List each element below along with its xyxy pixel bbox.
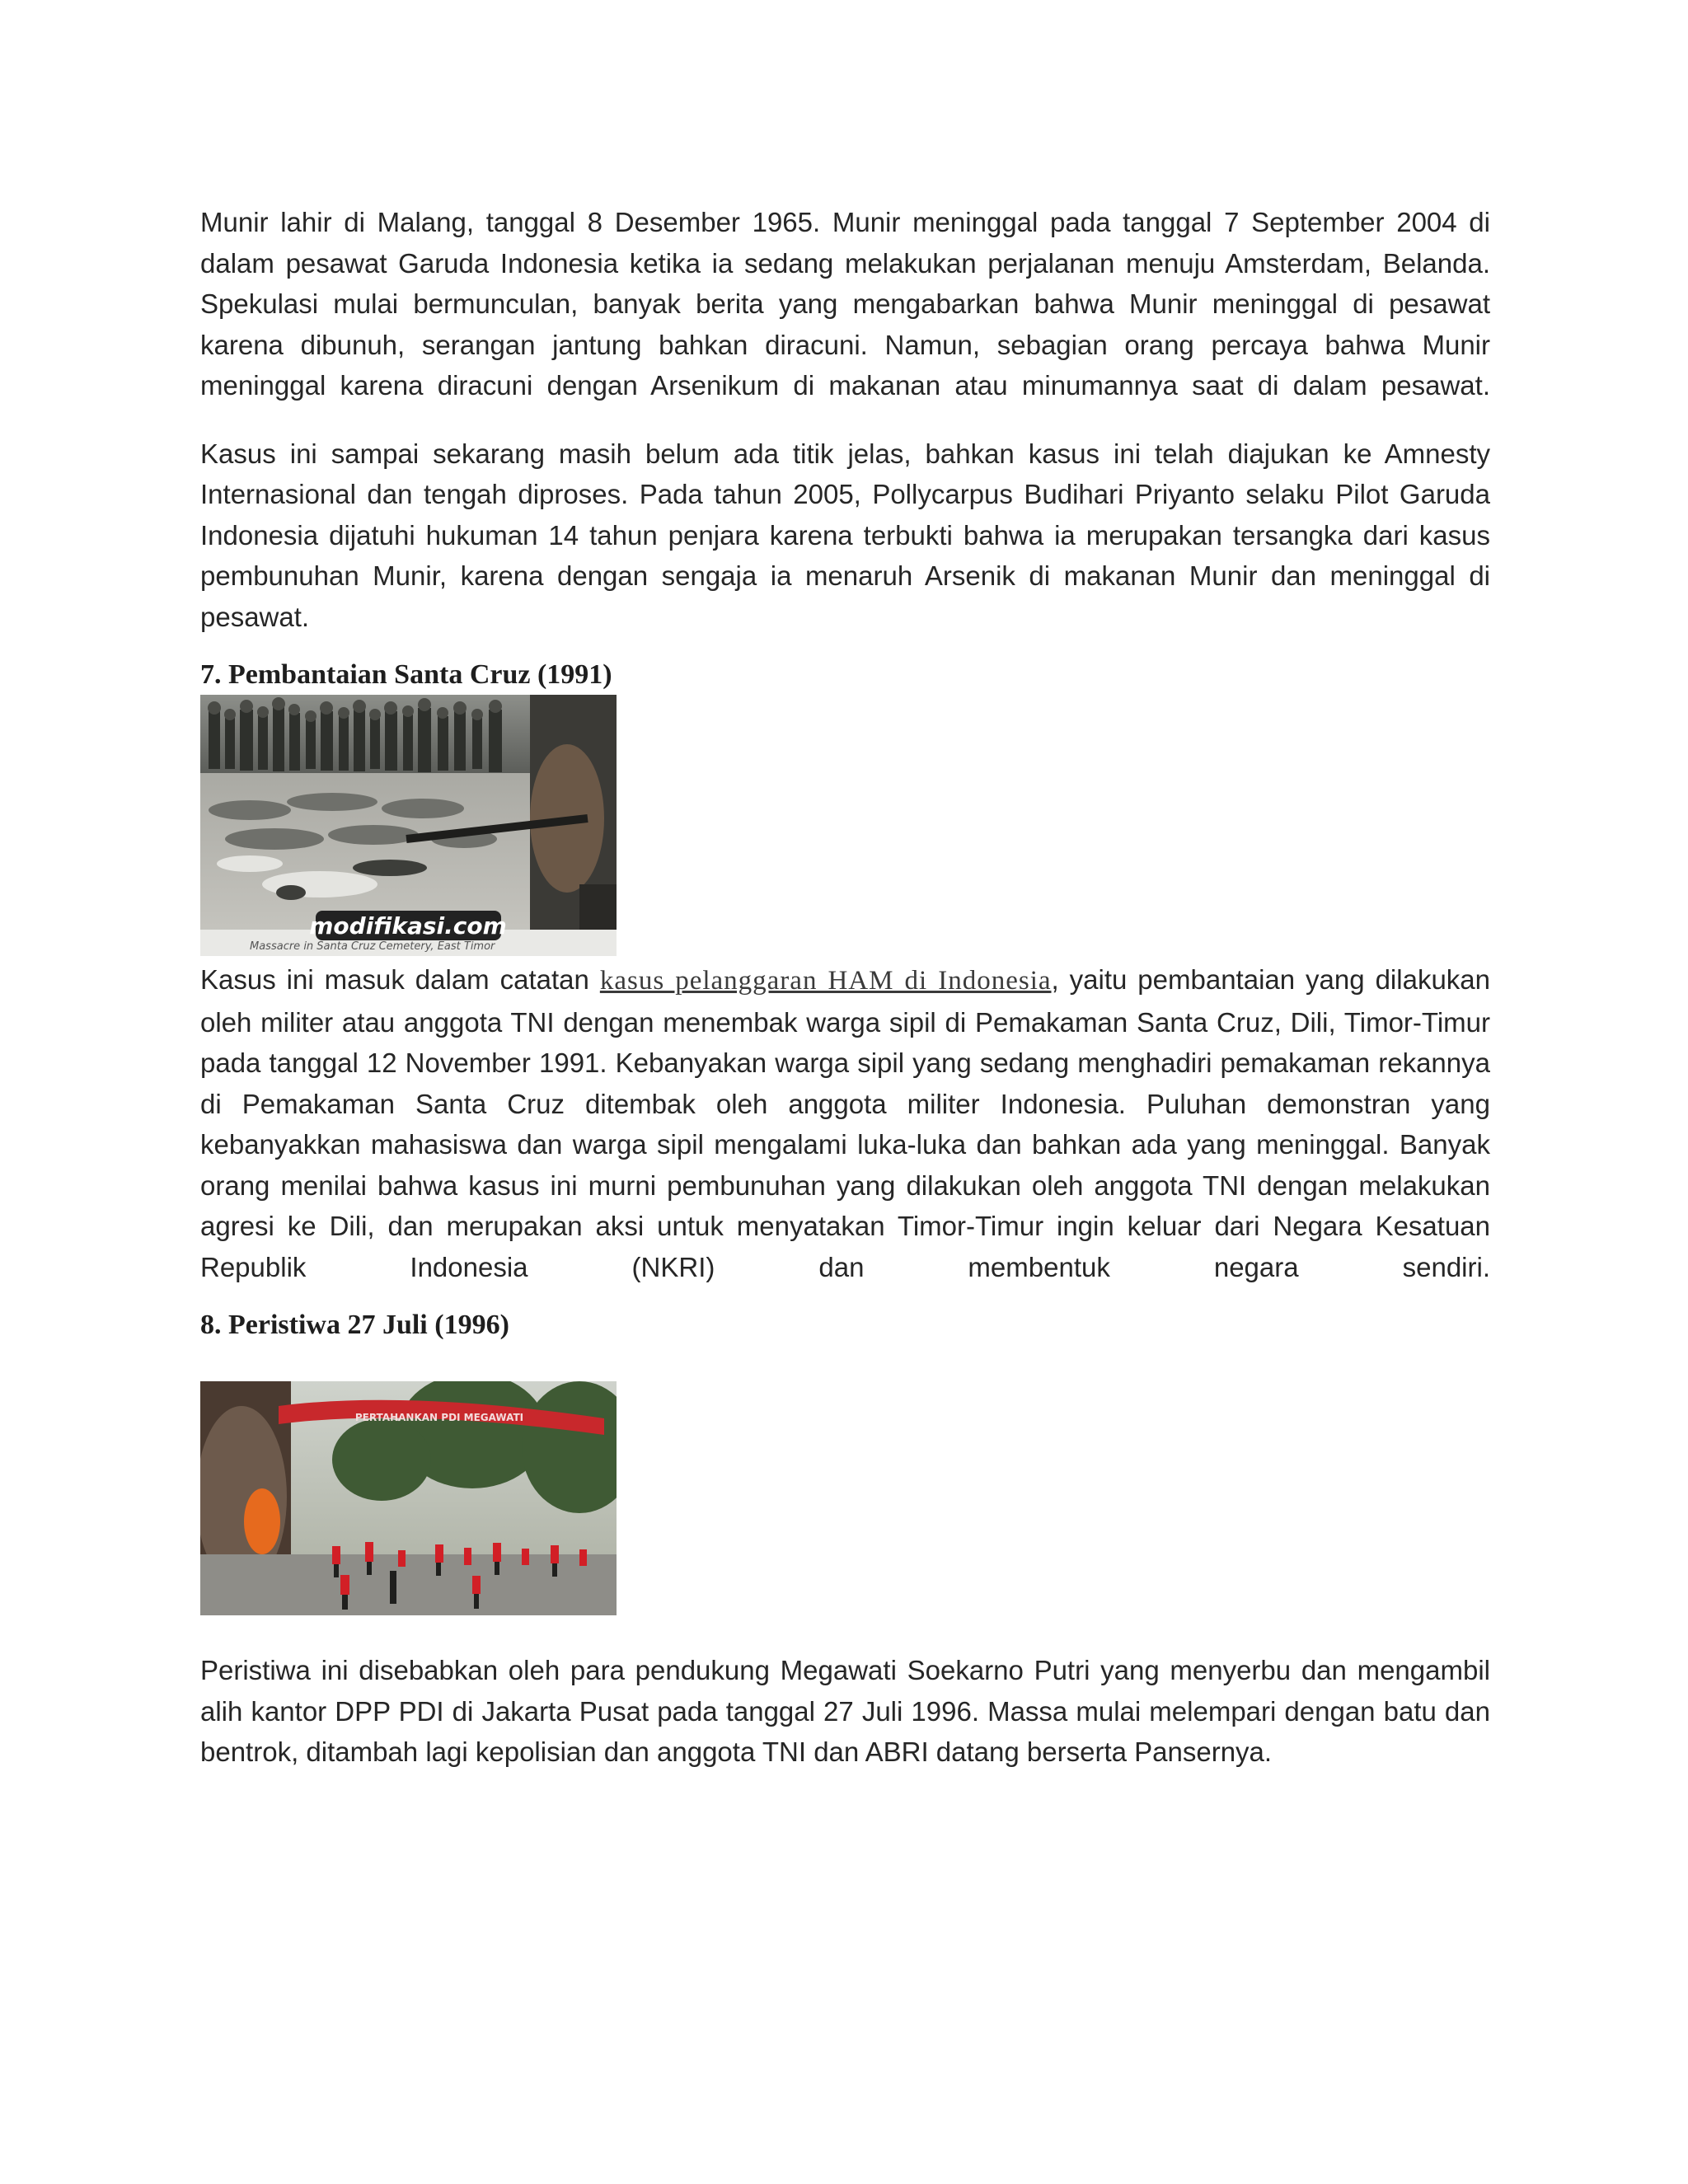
banner-text: PERTAHANKAN PDI MEGAWATI (354, 1412, 524, 1423)
image-watermark: modifikasi.com (309, 912, 507, 940)
peristiwa-27-juli-photo (200, 1381, 617, 1615)
santa-cruz-paragraph (200, 959, 1490, 1287)
document-content (200, 202, 1490, 1773)
munir-paragraph-1: Munir lahir di Malang, tanggal 8 Desember 1965. Munir meninggal pada tanggal 7 September 2004 di dalam pesawat Garuda Indonesia ketika ia sedang melakukan perjalanan menuju Amsterdam, Belanda. Spekulasi mulai bermunculan, banyak berita yang mengabarkan bahwa Munir meninggal di pesawat karena dibunuh, serangan jantung bahkan diracuni. Namun, sebagian orang percaya bahwa Munir meninggal karena diracuni dengan Arsenikum di makanan atau minumannya saat di dalam pesawat. (200, 207, 1490, 401)
munir-paragraph-2: Kasus ini sampai sekarang masih belum ada titik jelas, bahkan kasus ini telah diajukan ke Amnesty Internasional dan tengah diproses. Pada tahun 2005, Pollycarpus Budihari Priyanto selaku Pilot Garuda Indonesia dijatuhi hukuman 14 tahun penjara karena terbukti bahwa ia merupakan tersangka dari kasus pembunuhan Munir, karena dengan sengaja ia menaruh Arsenik di makanan Munir dan meninggal di pesawat. (200, 438, 1490, 632)
santa-cruz-text-start: Kasus ini masuk dalam catatan (200, 964, 600, 995)
santa-cruz-heading: 7. Pembantaian Santa Cruz (1991) (200, 659, 612, 690)
santa-cruz-text-rest: , yaitu pembantaian yang dilakukan oleh militer atau anggota TNI dengan menembak warga sipil di Pemakaman Santa Cruz, Dili, Timor-Timur pada tanggal 12 November 1991. Kebanyakan warga sipil yang sedang menghadiri pemakaman rekannya di Pemakaman Santa Cruz ditembak oleh anggota militer Indonesia. Puluhan demonstran yang kebanyakkan mahasiswa dan warga sipil mengalami luka-luka dan bahkan ada yang meninggal. Banyak orang menilai bahwa kasus ini murni pembunuhan yang dilakukan oleh anggota TNI dengan melakukan agresi ke Dili, dan merupakan aksi untuk menyatakan Timor-Timur ingin keluar dari Negara Kesatuan Republik Indonesia (NKRI) dan membentuk negara sendiri. (200, 964, 1490, 1282)
peristiwa-27-juli-heading: 8. Peristiwa 27 Juli (1996) (200, 1310, 509, 1340)
santa-cruz-photo (200, 695, 617, 956)
image-caption: Massacre in Santa Cruz Cemetery, East Timor (250, 940, 495, 953)
peristiwa-27-juli-paragraph: Peristiwa ini disebabkan oleh para pendukung Megawati Soekarno Putri yang menyerbu dan mengambil alih kantor DPP PDI di Jakarta Pusat pada tanggal 27 Juli 1996. Massa mulai melempari dengan batu dan bentrok, ditambah lagi kepolisian dan anggota TNI dan ABRI datang berserta Pansernya. (200, 1655, 1490, 1767)
ham-link[interactable]: kasus pelanggaran HAM di Indonesia (599, 966, 1052, 996)
